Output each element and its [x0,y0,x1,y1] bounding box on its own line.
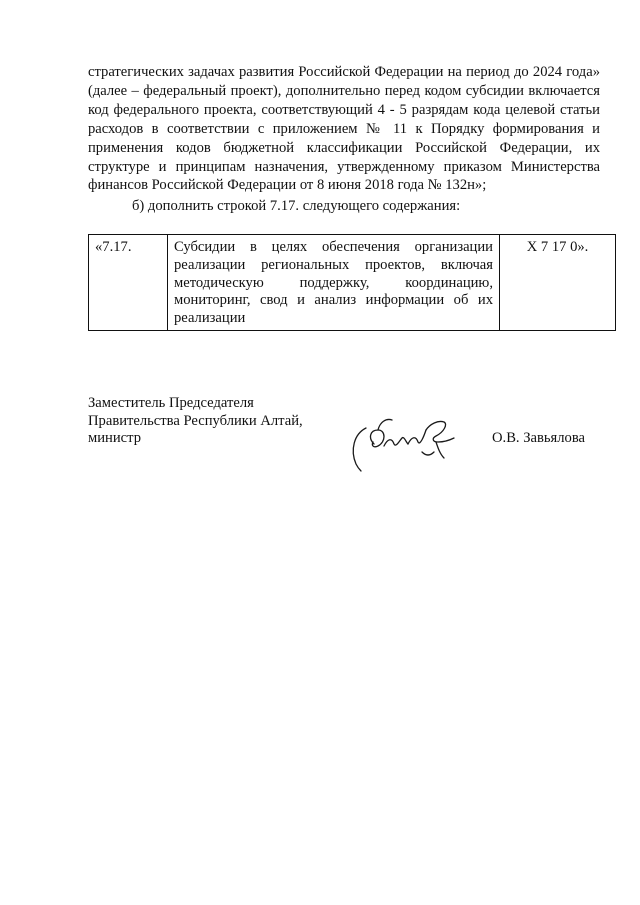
table-row [89,235,616,331]
paragraph-continuation: стратегических задачах развития Российской Федерации на период до 2024 года» (далее – федеральный проект), дополнительно перед кодом субсидии включается код федерального проекта, соответствующий 4 - 5 разрядам кода целевой статьи расходов в соответствии с приложением № 11 к Порядку формирования и применения кодов бюджетной классификации Российской Федерации, их структуре и принципам назначения, утвержденному приказом Министерства финансов Российской Федерации от 8 июня 2018 года № 132н»; [88,64,600,194]
handwritten-signature [340,408,470,472]
insert-row-table [88,234,616,331]
document-body [88,63,600,216]
position-line-1: Заместитель Председателя [88,395,254,411]
signatory-position [88,395,303,448]
row-number-cell: «7.17. [89,235,168,331]
row-code-cell: Х 7 17 0». [500,235,616,331]
instruction-line: б) дополнить строкой 7.17. следующего содержания: [132,198,461,215]
position-line-3: министр [88,430,141,446]
signer-name: О.В. Завьялова [492,430,586,446]
row-description-cell: Субсидии в целях обеспечения организации реализации региональных проектов, включая методическую поддержку, координацию, мониторинг, свод и анализ информации об их реализации [168,235,500,331]
position-line-2: Правительства Республики Алтай, [88,412,303,429]
